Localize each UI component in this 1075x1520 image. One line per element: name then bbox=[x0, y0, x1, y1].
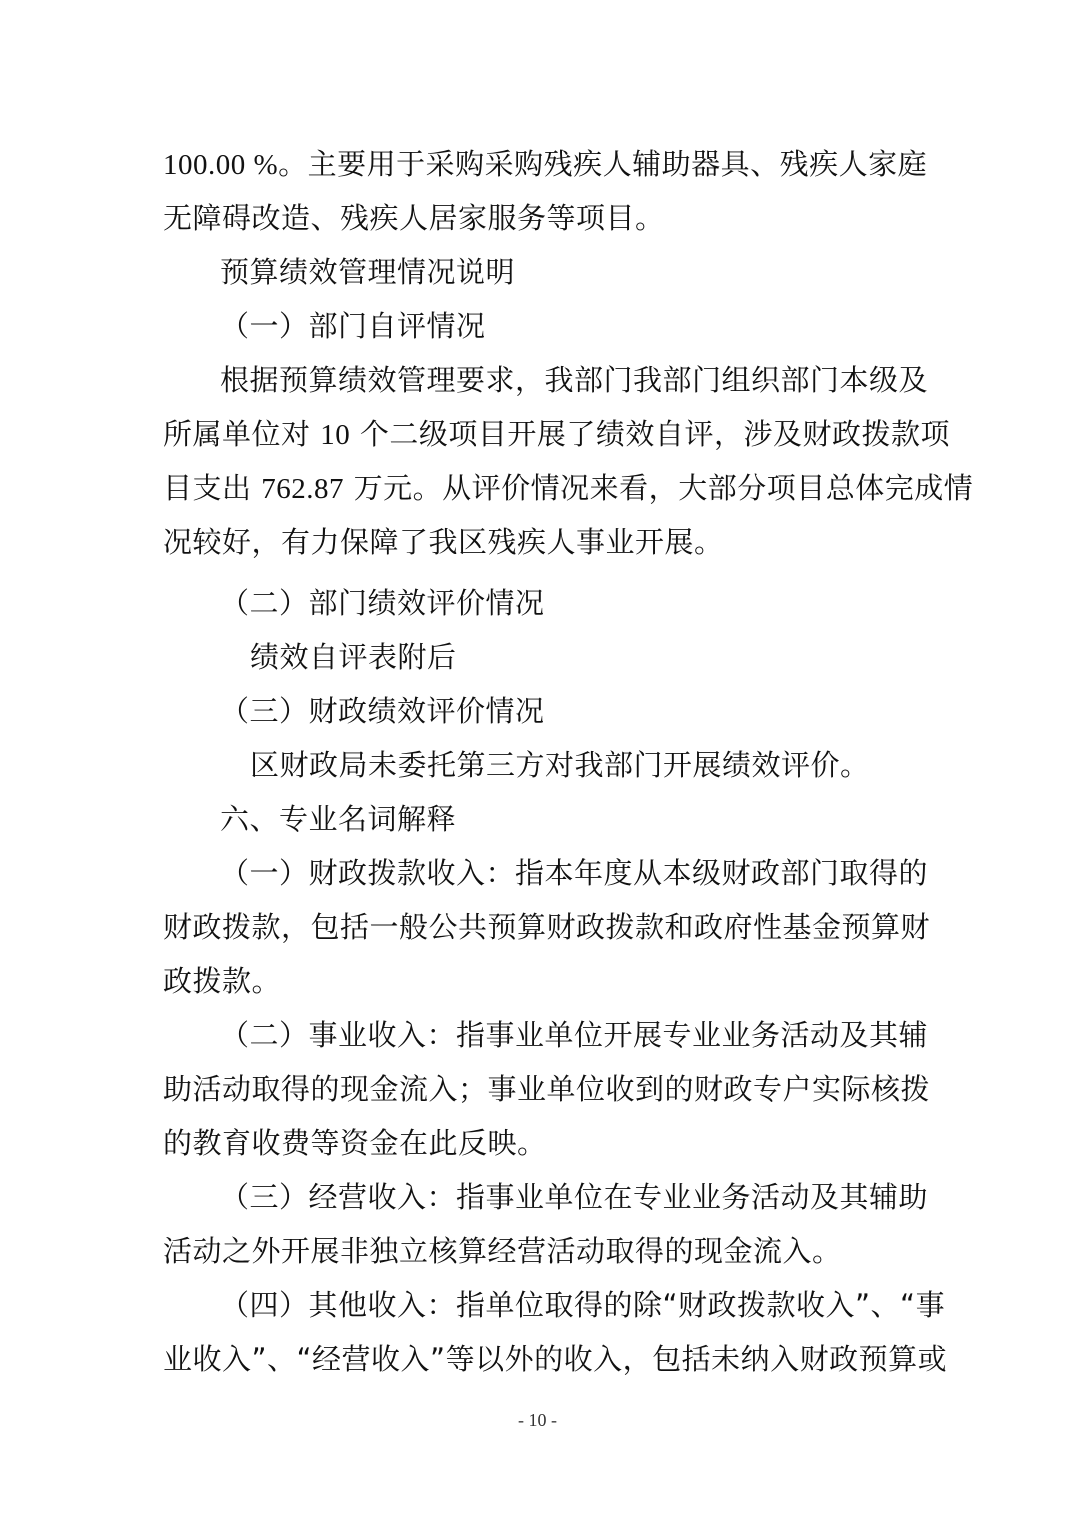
body-text-line: 根据预算绩效管理要求，我部门我部门组织部门本级及 bbox=[220, 363, 929, 397]
definition-line: 助活动取得的现金流入；事业单位收到的财政专户实际核拨 bbox=[163, 1072, 931, 1106]
text-segment: 个二级项目开展了绩效自评，涉及财政拨款项 bbox=[350, 417, 950, 451]
body-text-line bbox=[163, 414, 950, 455]
body-text-line bbox=[163, 468, 973, 509]
definition-line: 的教育收费等资金在此反映。 bbox=[163, 1126, 547, 1160]
body-text-line: 绩效自评表附后 bbox=[250, 640, 457, 674]
percentage-value: 100.00 % bbox=[163, 149, 279, 181]
definition-line: （一）财政拨款收入：指本年度从本级财政部门取得的 bbox=[220, 856, 929, 890]
definition-line: 业收入”、“经营收入”等以外的收入，包括未纳入财政预算或 bbox=[163, 1342, 948, 1376]
definition-line: （二）事业收入：指事业单位开展专业业务活动及其辅 bbox=[220, 1018, 929, 1052]
definition-line: 活动之外开展非独立核算经营活动取得的现金流入。 bbox=[163, 1234, 842, 1268]
section-heading: 预算绩效管理情况说明 bbox=[220, 255, 516, 289]
subsection-heading: （三）财政绩效评价情况 bbox=[220, 694, 545, 728]
subsection-heading: （一）部门自评情况 bbox=[220, 309, 486, 343]
text-segment: 所属单位对 bbox=[163, 417, 321, 451]
body-text-line: 况较好，有力保障了我区残疾人事业开展。 bbox=[163, 525, 724, 559]
project-count-value: 10 bbox=[320, 419, 351, 451]
body-text-line: 区财政局未委托第三方对我部门开展绩效评价。 bbox=[250, 748, 870, 782]
definition-line: （三）经营收入：指事业单位在专业业务活动及其辅助 bbox=[220, 1180, 929, 1214]
page-number: - 10 - bbox=[518, 1410, 557, 1430]
definition-line: 财政拨款，包括一般公共预算财政拨款和政府性基金预算财 bbox=[163, 910, 931, 944]
text-segment: 万元。从评价情况来看，大部分项目总体完成情 bbox=[343, 471, 974, 505]
body-text-line bbox=[163, 144, 927, 185]
section-heading: 六、专业名词解释 bbox=[220, 802, 457, 836]
text-segment: 目支出 bbox=[163, 471, 262, 505]
body-text-line: 无障碍改造、残疾人居家服务等项目。 bbox=[163, 201, 665, 235]
definition-line: （四）其他收入：指单位取得的除“财政拨款收入”、“事 bbox=[220, 1288, 946, 1322]
subsection-heading: （二）部门绩效评价情况 bbox=[220, 586, 545, 620]
definition-line: 政拨款。 bbox=[163, 964, 282, 998]
text-segment: 。主要用于采购采购残疾人辅助器具、残疾人家庭 bbox=[278, 147, 928, 181]
expenditure-amount-value: 762.87 bbox=[261, 473, 344, 505]
